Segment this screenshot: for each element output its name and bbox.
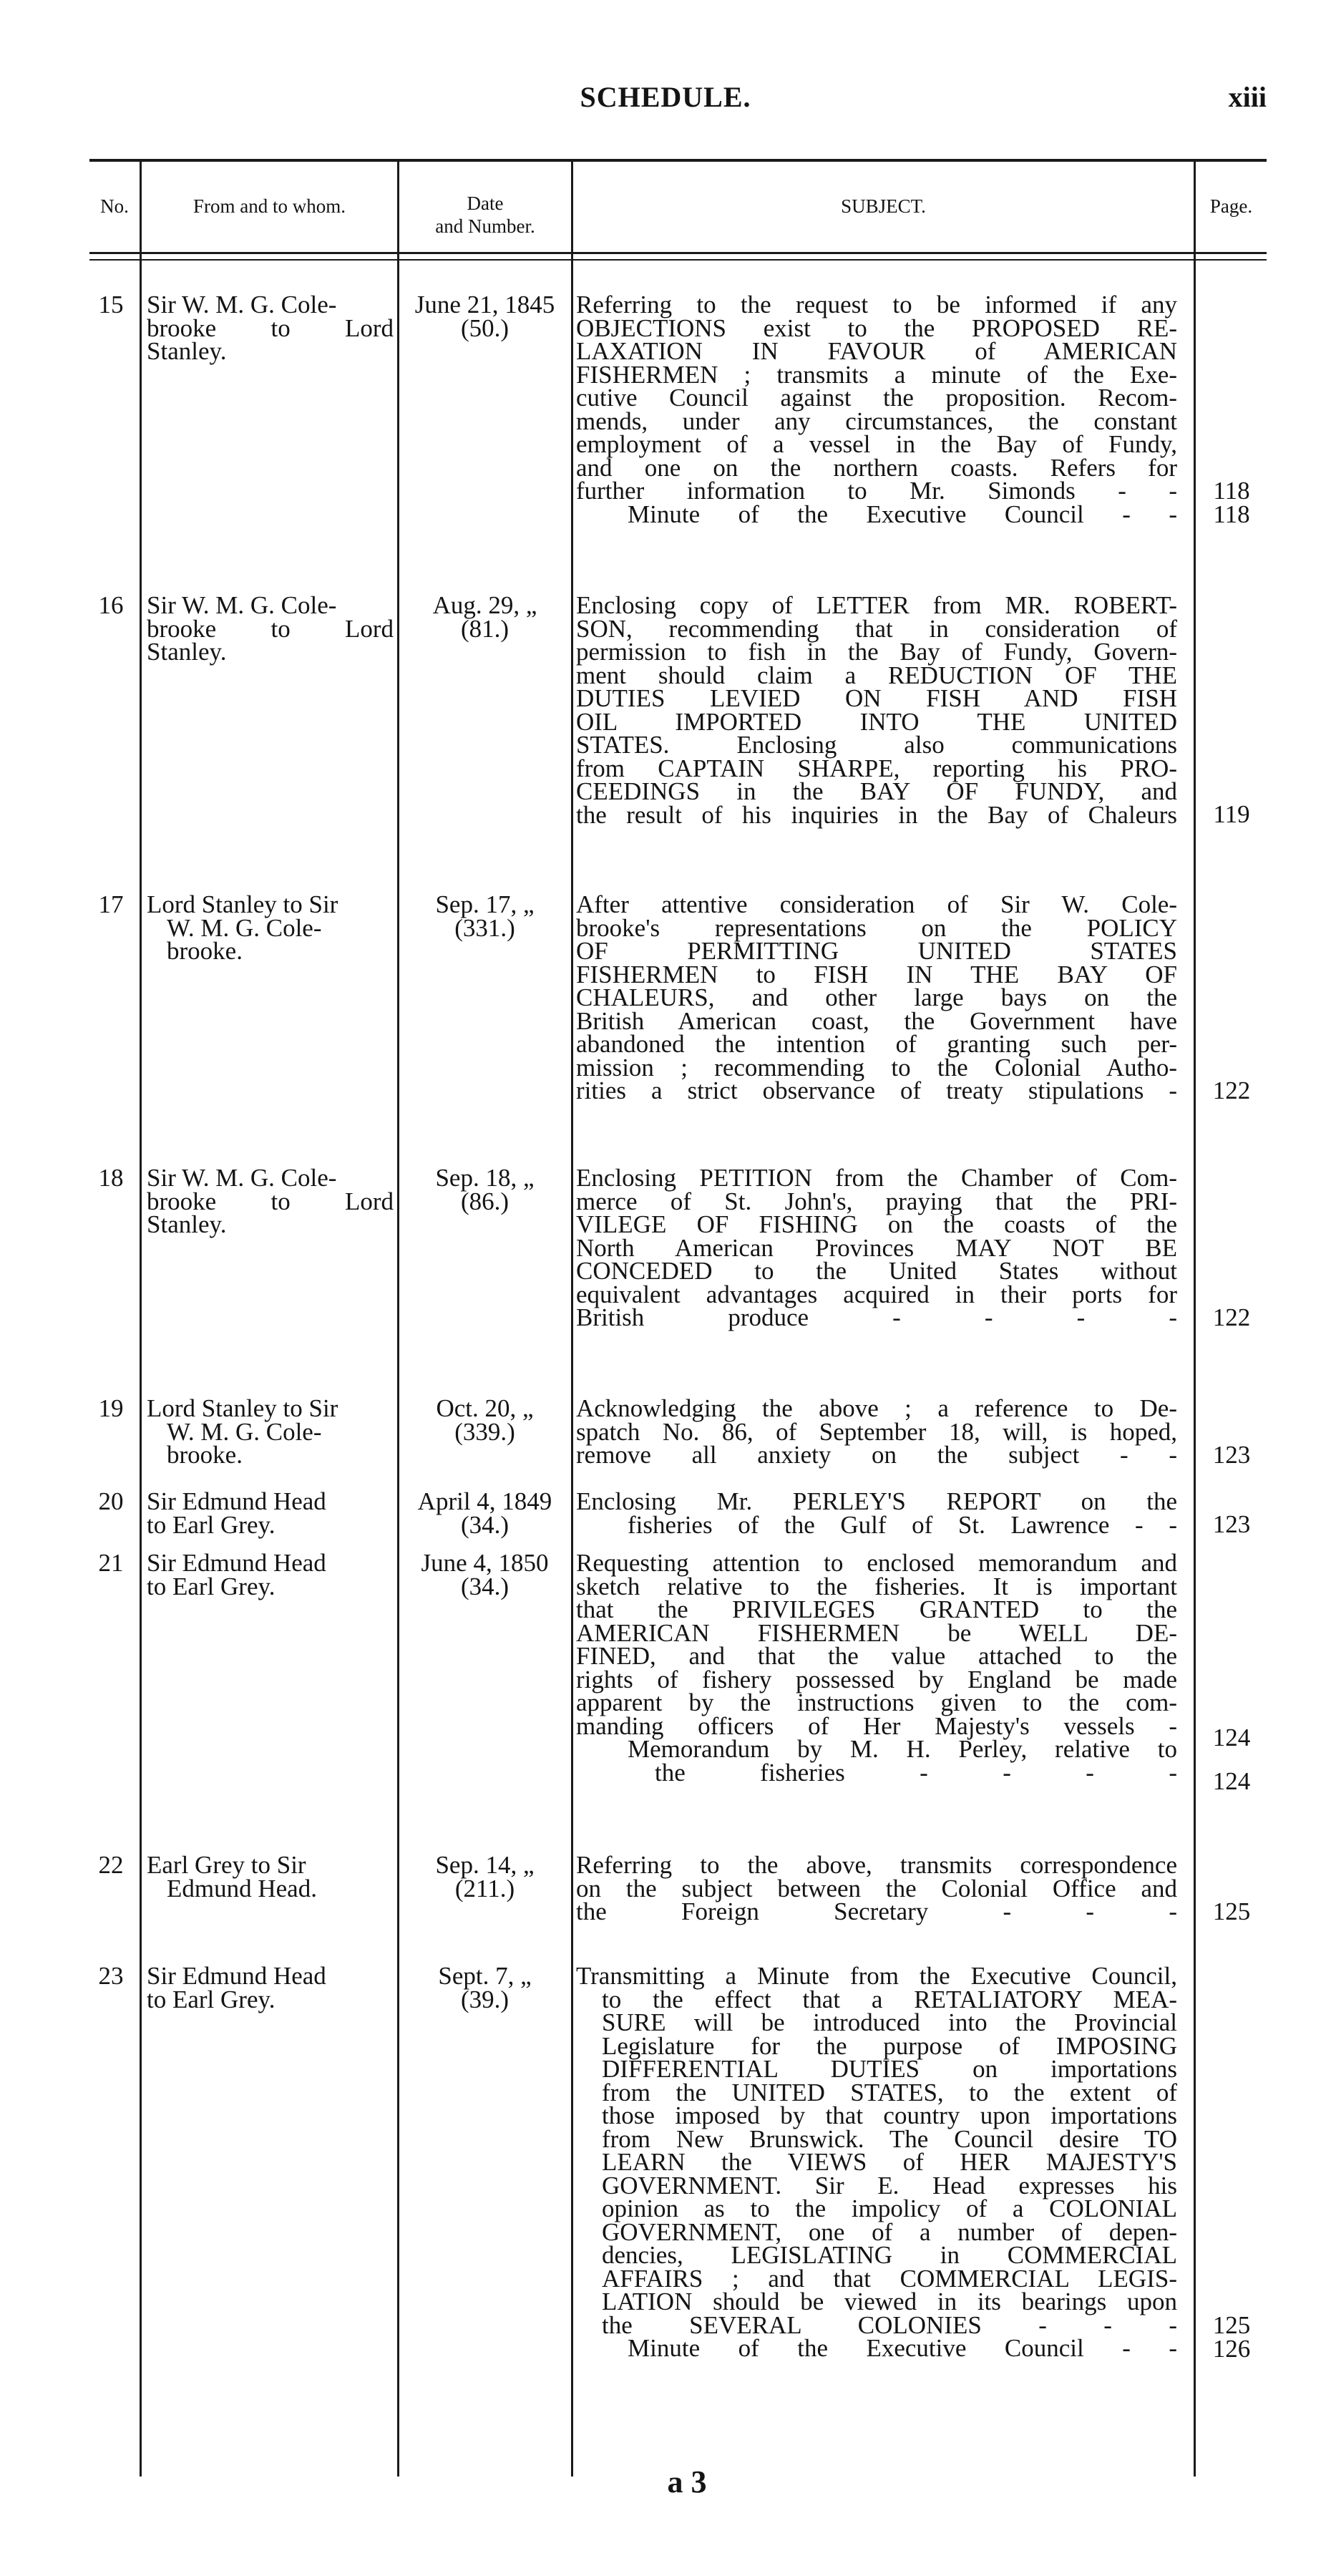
from-line: brooke. bbox=[167, 1441, 243, 1469]
subject-line: from the UNITED STATES, to the extent of bbox=[602, 2078, 1177, 2106]
entry-date bbox=[401, 1394, 569, 1446]
dispatch-number: (50.) bbox=[460, 314, 510, 342]
column-header-no: No. bbox=[100, 195, 129, 217]
subject-line: dencies, LEGISLATING in COMMERCIAL bbox=[602, 2241, 1177, 2269]
subject-line: the result of his inquiries in the Bay of Chaleurs bbox=[576, 800, 1177, 829]
page-number: xiii bbox=[1228, 81, 1267, 113]
column-divider bbox=[140, 159, 142, 2477]
entry-pages bbox=[1202, 1726, 1261, 1793]
date-line: Sep. 14, „ bbox=[435, 1851, 535, 1879]
subject-line: the Foreign Secretary - - - bbox=[576, 1897, 1177, 1925]
entry-subject bbox=[576, 1962, 1177, 2362]
subject-line: LEARN the VIEWS of HER MAJESTY'S bbox=[602, 2148, 1177, 2176]
page-ref: 123 bbox=[1212, 1441, 1251, 1469]
entry-pages bbox=[1202, 2311, 1261, 2363]
entry-from-to bbox=[147, 591, 394, 666]
subject-line: CEEDINGS in the BAY OF FUNDY, and bbox=[576, 777, 1177, 805]
page-ref: 118 bbox=[1213, 500, 1250, 528]
subject-line: Minute of the Executive Council - - bbox=[628, 500, 1177, 528]
entry-number: 17 bbox=[98, 890, 124, 918]
entry-number: 23 bbox=[98, 1962, 124, 1990]
subject-line: the fisheries - - - - bbox=[655, 1758, 1177, 1787]
entry-subject bbox=[576, 293, 1177, 526]
subject-line: North American Provinces MAY NOT BE bbox=[576, 1233, 1177, 1262]
subject-line: that the PRIVILEGES GRANTED to the bbox=[576, 1595, 1177, 1623]
header-bottom-rule bbox=[89, 252, 1267, 254]
from-line: Lord Stanley to Sir bbox=[147, 890, 338, 918]
column-header-subject: SUBJECT. bbox=[841, 195, 926, 217]
column-divider bbox=[1194, 159, 1196, 2477]
entry-from-to bbox=[147, 1487, 394, 1539]
subject-line: spatch No. 86, of September 18, will, is hoped, bbox=[576, 1417, 1177, 1446]
date-line: June 4, 1850 bbox=[421, 1549, 549, 1577]
column-divider bbox=[571, 159, 573, 2477]
from-line: Stanley. bbox=[147, 638, 227, 666]
entry-number: 20 bbox=[98, 1487, 124, 1515]
subject-line: AMERICAN FISHERMEN be WELL DE- bbox=[576, 1618, 1177, 1647]
entry-subject bbox=[576, 591, 1177, 829]
subject-line: to the effect that a RETALIATORY MEA- bbox=[602, 1985, 1177, 2013]
entry-date bbox=[401, 890, 569, 942]
subject-line: Enclosing copy of LETTER from MR. ROBERT- bbox=[576, 591, 1177, 619]
date-line: Oct. 20, „ bbox=[436, 1394, 534, 1422]
subject-line: DUTIES LEVIED ON FISH AND FISH bbox=[576, 684, 1177, 712]
subject-line: remove all anxiety on the subject - - bbox=[576, 1441, 1177, 1469]
page-ref: 123 bbox=[1212, 1510, 1251, 1538]
subject-line: ment should claim a REDUCTION OF THE bbox=[576, 661, 1177, 689]
subject-line: British American coast, the Government have bbox=[576, 1006, 1177, 1035]
page-ref: 126 bbox=[1212, 2334, 1251, 2363]
subject-line: CHALEURS, and other large bays on the bbox=[576, 983, 1177, 1011]
subject-line: LAXATION IN FAVOUR of AMERICAN bbox=[576, 337, 1177, 365]
subject-line: British produce - - - - bbox=[576, 1303, 1177, 1331]
subject-line: brooke's representations on the POLICY bbox=[576, 913, 1177, 942]
subject-line: Enclosing Mr. PERLEY'S REPORT on the bbox=[576, 1487, 1177, 1515]
header-bottom-rule-2 bbox=[89, 259, 1267, 261]
entry-from-to bbox=[147, 1549, 394, 1600]
subject-line: Referring to the request to be informed if any bbox=[576, 291, 1177, 319]
column-header-from: From and to whom. bbox=[193, 195, 346, 217]
dispatch-number: (39.) bbox=[460, 1985, 510, 2013]
subject-line: sketch relative to the fisheries. It is important bbox=[576, 1572, 1177, 1600]
page-ref: 125 bbox=[1212, 2311, 1251, 2339]
date-line: Sep. 18, „ bbox=[435, 1164, 535, 1192]
subject-line: Requesting attention to enclosed memorandum and bbox=[576, 1549, 1177, 1577]
subject-line: apparent by the instructions given to the com- bbox=[576, 1688, 1177, 1716]
entry-date bbox=[401, 1164, 569, 1215]
entry-pages bbox=[1202, 1076, 1261, 1104]
from-line: Stanley. bbox=[147, 1210, 227, 1238]
subject-line: equivalent advantages acquired in their ports for bbox=[576, 1280, 1177, 1308]
subject-line: Enclosing PETITION from the Chamber of Com- bbox=[576, 1164, 1177, 1192]
from-line: Sir Edmund Head bbox=[147, 1487, 326, 1515]
entry-pages bbox=[1202, 1303, 1261, 1331]
dispatch-number: (86.) bbox=[460, 1187, 510, 1215]
subject-line: OBJECTIONS exist to the PROPOSED RE- bbox=[576, 314, 1177, 342]
dispatch-number: (339.) bbox=[454, 1417, 515, 1446]
page-ref: 119 bbox=[1213, 800, 1250, 828]
subject-line: FISHERMEN to FISH IN THE BAY OF bbox=[576, 960, 1177, 988]
subject-line: abandoned the intention of granting such per- bbox=[576, 1030, 1177, 1058]
subject-line: OIL IMPORTED INTO THE UNITED bbox=[576, 707, 1177, 736]
column-header-page: Page. bbox=[1209, 195, 1253, 217]
entry-number: 15 bbox=[98, 291, 124, 319]
subject-line: CONCEDED to the United States without bbox=[576, 1257, 1177, 1285]
subject-line: rities a strict observance of treaty stipulations - bbox=[576, 1076, 1177, 1104]
from-line: Edmund Head. bbox=[167, 1874, 317, 1902]
entry-subject bbox=[576, 1394, 1177, 1469]
entry-from-to bbox=[147, 890, 394, 965]
subject-line: mends, under any circumstances, the constant bbox=[576, 407, 1177, 435]
entry-date bbox=[401, 591, 569, 643]
from-line: brooke to Lord bbox=[147, 614, 394, 643]
entry-subject bbox=[576, 1487, 1177, 1539]
subject-line: from CAPTAIN SHARPE, reporting his PRO- bbox=[576, 754, 1177, 782]
column-header-date-line2: and Number. bbox=[435, 215, 535, 237]
subject-line: merce of St. John's, praying that the PRI- bbox=[576, 1187, 1177, 1215]
table-top-rule bbox=[89, 159, 1267, 162]
entry-from-to bbox=[147, 293, 394, 364]
subject-line: mission ; recommending to the Colonial Autho- bbox=[576, 1053, 1177, 1082]
from-line: W. M. G. Cole- bbox=[167, 1417, 322, 1446]
from-line: brooke to Lord bbox=[147, 314, 394, 342]
subject-line: FISHERMEN ; transmits a minute of the Exe- bbox=[576, 360, 1177, 389]
subject-line: permission to fish in the Bay of Fundy, Govern- bbox=[576, 638, 1177, 666]
from-line: Sir W. M. G. Cole- bbox=[147, 1164, 337, 1192]
subject-line: GOVERNMENT. Sir E. Head expresses his bbox=[602, 2171, 1177, 2200]
date-line: April 4, 1849 bbox=[417, 1487, 552, 1515]
subject-line: AFFAIRS ; and that COMMERCIAL LEGIS- bbox=[602, 2264, 1177, 2293]
subject-line: the SEVERAL COLONIES - - - bbox=[602, 2310, 1177, 2339]
entry-from-to bbox=[147, 1164, 394, 1238]
subject-line: Minute of the Executive Council - - bbox=[628, 2334, 1177, 2362]
subject-line: employment of a vessel in the Bay of Fundy, bbox=[576, 430, 1177, 458]
column-header-date-line1: Date bbox=[467, 193, 504, 214]
date-line: Aug. 29, „ bbox=[432, 591, 537, 619]
dispatch-number: (211.) bbox=[454, 1874, 515, 1902]
entry-pages bbox=[1202, 1897, 1261, 1925]
signature-mark: a 3 bbox=[667, 2464, 707, 2499]
column-header-date bbox=[399, 192, 571, 238]
from-line: Sir W. M. G. Cole- bbox=[147, 591, 337, 619]
entry-pages bbox=[1202, 477, 1261, 528]
from-line: Lord Stanley to Sir bbox=[147, 1394, 338, 1422]
from-line: Earl Grey to Sir bbox=[147, 1851, 306, 1879]
dispatch-number: (34.) bbox=[460, 1510, 510, 1539]
entry-number: 16 bbox=[98, 591, 124, 619]
subject-line: Memorandum by M. H. Perley, relative to bbox=[628, 1735, 1177, 1763]
subject-line: Transmitting a Minute from the Executive Council, bbox=[576, 1962, 1177, 1990]
subject-line: DIFFERENTIAL DUTIES on importations bbox=[602, 2055, 1177, 2083]
from-line: brooke. bbox=[167, 937, 243, 965]
subject-line: STATES. Enclosing also communications bbox=[576, 731, 1177, 759]
from-line: brooke to Lord bbox=[147, 1187, 394, 1215]
entry-date bbox=[401, 1487, 569, 1539]
subject-line: fisheries of the Gulf of St. Lawrence - - bbox=[628, 1510, 1177, 1539]
subject-line: manding officers of Her Majesty's vessels - bbox=[576, 1711, 1177, 1740]
page-ref: 124 bbox=[1212, 1724, 1251, 1751]
entry-date bbox=[401, 293, 569, 340]
page-ref: 125 bbox=[1212, 1897, 1251, 1925]
entry-date bbox=[401, 1962, 569, 2013]
subject-line: on the subject between the Colonial Office and bbox=[576, 1874, 1177, 1902]
entry-pages bbox=[1202, 1441, 1261, 1469]
subject-line: FINED, and that the value attached to the bbox=[576, 1642, 1177, 1670]
subject-line: SON, recommending that in consideration of bbox=[576, 614, 1177, 643]
entry-pages bbox=[1202, 800, 1261, 828]
entry-subject bbox=[576, 890, 1177, 1104]
dispatch-number: (81.) bbox=[460, 614, 510, 643]
subject-line: Acknowledging the above ; a reference to De- bbox=[576, 1394, 1177, 1422]
subject-line: OF PERMITTING UNITED STATES bbox=[576, 937, 1177, 965]
date-line: Sept. 7, „ bbox=[438, 1962, 532, 1990]
entry-number: 21 bbox=[98, 1549, 124, 1577]
subject-line: Referring to the above, transmits correspondence bbox=[576, 1851, 1177, 1879]
entry-from-to bbox=[147, 1394, 394, 1469]
subject-line: cutive Council against the proposition. Recom- bbox=[576, 384, 1177, 412]
from-line: to Earl Grey. bbox=[147, 1572, 276, 1600]
from-line: Sir W. M. G. Cole- bbox=[147, 291, 337, 319]
entry-number: 19 bbox=[98, 1394, 124, 1422]
date-line: June 21, 1845 bbox=[414, 291, 555, 319]
subject-line: further information to Mr. Simonds - - bbox=[576, 477, 1177, 505]
subject-line: those imposed by that country upon importations bbox=[602, 2101, 1177, 2129]
subject-line: Legislature for the purpose of IMPOSING bbox=[602, 2031, 1177, 2060]
from-line: Stanley. bbox=[147, 337, 227, 365]
subject-line: SURE will be introduced into the Provincial bbox=[602, 2008, 1177, 2036]
entry-from-to bbox=[147, 1962, 394, 2013]
date-line: Sep. 17, „ bbox=[435, 890, 535, 918]
subject-line: opinion as to the impolicy of a COLONIAL bbox=[602, 2195, 1177, 2222]
subject-line: GOVERNMENT, one of a number of depen- bbox=[602, 2217, 1177, 2246]
entry-pages bbox=[1202, 1510, 1261, 1538]
entry-from-to bbox=[147, 1851, 394, 1902]
subject-line: LATION should be viewed in its bearings upon bbox=[602, 2288, 1177, 2315]
page-ref: 122 bbox=[1212, 1303, 1251, 1331]
from-line: to Earl Grey. bbox=[147, 1510, 276, 1539]
subject-line: rights of fishery possessed by England be made bbox=[576, 1665, 1177, 1693]
column-divider bbox=[397, 159, 399, 2477]
page-ref: 122 bbox=[1212, 1076, 1251, 1104]
entry-date bbox=[401, 1549, 569, 1600]
entry-subject bbox=[576, 1851, 1177, 1925]
dispatch-number: (331.) bbox=[454, 913, 515, 942]
subject-line: After attentive consideration of Sir W. Cole- bbox=[576, 890, 1177, 918]
page-title: SCHEDULE. bbox=[580, 81, 751, 113]
subject-line: and one on the northern coasts. Refers for bbox=[576, 453, 1177, 482]
from-line: to Earl Grey. bbox=[147, 1985, 276, 2013]
page-ref: 118 bbox=[1213, 477, 1250, 505]
entry-number: 22 bbox=[98, 1851, 124, 1879]
from-line: Sir Edmund Head bbox=[147, 1962, 326, 1990]
entry-number: 18 bbox=[98, 1164, 124, 1192]
entry-subject bbox=[576, 1549, 1177, 1787]
entry-date bbox=[401, 1851, 569, 1902]
from-line: W. M. G. Cole- bbox=[167, 913, 322, 942]
subject-line: from New Brunswick. The Council desire TO bbox=[602, 2124, 1177, 2153]
entry-subject bbox=[576, 1164, 1177, 1331]
page-ref: 124 bbox=[1212, 1766, 1251, 1795]
subject-line: VILEGE OF FISHING on the coasts of the bbox=[576, 1210, 1177, 1238]
dispatch-number: (34.) bbox=[460, 1572, 510, 1600]
from-line: Sir Edmund Head bbox=[147, 1549, 326, 1577]
